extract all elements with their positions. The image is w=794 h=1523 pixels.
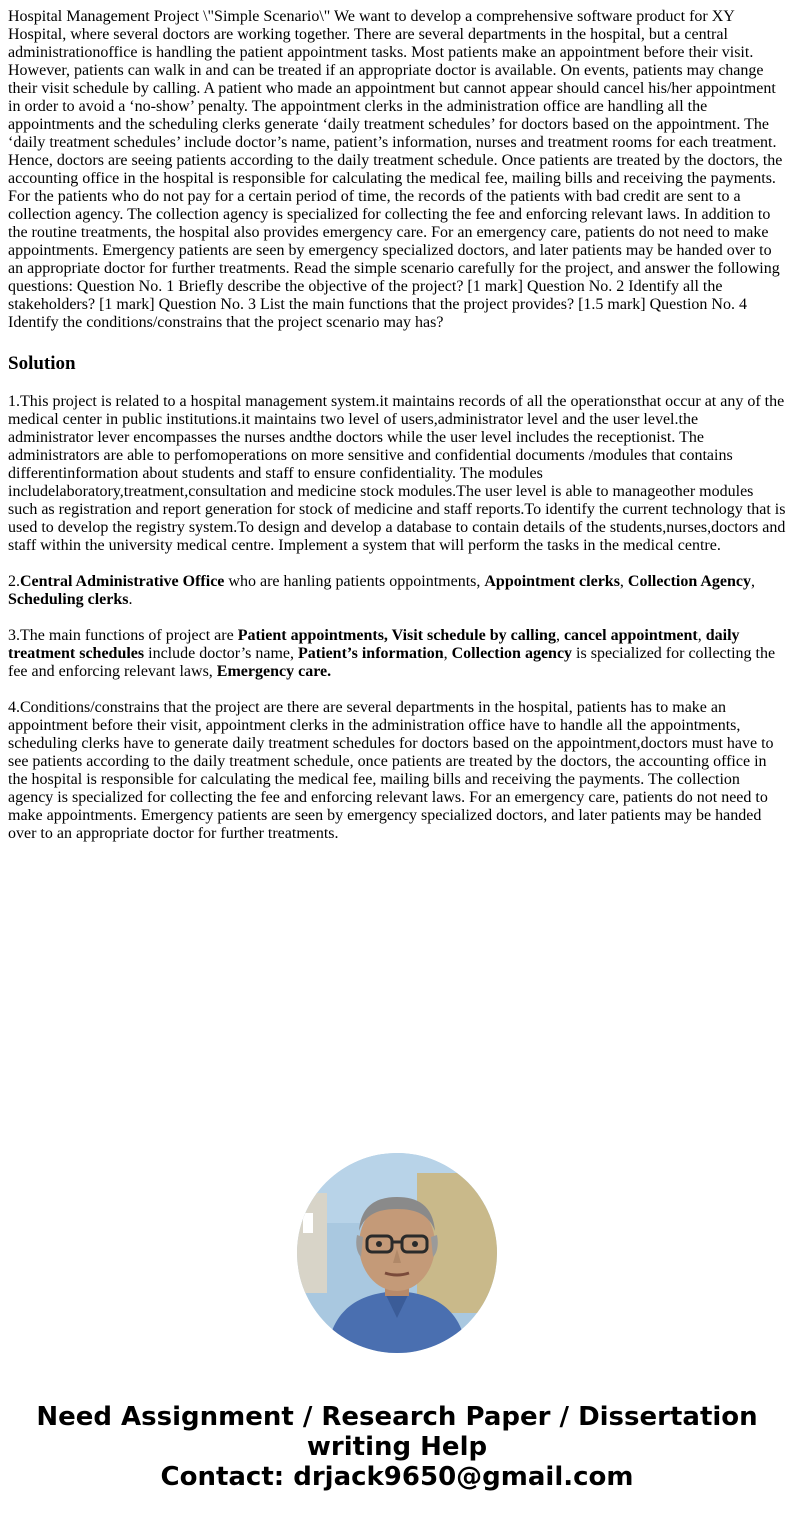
answer-1: 1.This project is related to a hospital management system.it maintains records of all the operationsthat occur at any of the medical center in public institutions.it maintains two level of users,administrator level and the user level.the administrator lever encompasses the nurses andthe doctors while the user level includes the receptionist. The administrators are able to perfomoperations on more sensitive and confidential documents /modules that contains differentinformation about students and staff to ensure confidentiality. The modules includelaboratory,treatment,consultation and medicine stock modules.The user level is able to manageother modules such as registration and report generation for stock of medicine and staff reports.To identify the current technology that is used to develop the registry system.To design and develop a database to contain details of the students,nurses,doctors and staff within the university medical centre. Implement a system that will perform the tasks in the medical centre. bbox=[8, 393, 786, 554]
document-body bbox=[8, 8, 786, 843]
footer-line-1: Need Assignment / Research Paper / Dissertation bbox=[36, 1402, 758, 1432]
answer-4: 4.Conditions/constrains that the project are there are several departments in the hospital, patients has to make an appointment before their visit, appointment clerks in the administration office have to handle all the appointments, scheduling clerks have to generate daily treatment schedules for doctors based on the appointment,doctors must have to see patients according to the daily treatment schedule, once patients are treated by the doctors, the accounting office in the hospital is responsible for calculating the medical fee, mailing bills and receiving the payments. The collection agency is specialized for collecting the fee and enforcing relevant laws. For an emergency care, patients do not need to make appointments. Emergency patients are seen by emergency specialized doctors, and later patients may be handed over to an appropriate doctor for further treatments. bbox=[8, 699, 774, 842]
question-text: Hospital Management Project \"Simple Scenario\" We want to develop a comprehensive software product for XY Hospital, where several doctors are working together. There are several departments in the hospital, but a central administrationoffice is handling the patient appointment tasks. Most patients make an appointment before their visit. However, patients can walk in and can be treated if an appropriate doctor is available. On events, patients may change their visit schedule by calling. A patient who made an appointment but cannot appear should cancel his/her appointment in order to avoid a ‘no-show’ penalty. The appointment clerks in the administration office are handling all the appointments and the scheduling clerks generate ‘daily treatment schedules’ for doctors based on the appointment. The ‘daily treatment schedules’ include doctor’s name, patient’s information, nurses and treatment rooms for each treatment. Hence, doctors are seeing patients according to the daily treatment schedule. Once patients are treated by the doctors, the accounting office in the hospital is responsible for calculating the medical fee, mailing bills and receiving the payments. For the patients who do not pay for a certain period of time, the records of the patients with bad credit are sent to a collection agency. The collection agency is specialized for collecting the fee and enforcing relevant laws. In addition to the routine treatments, the hospital also provides emergency care. For an emergency care, patients do not need to make appointments. Emergency patients are seen by emergency specialized doctors, and later patients may be handed over to an appropriate doctor for further treatments. Read the simple scenario carefully for the project, and answer the following questions: Question No. 1 Briefly describe the objective of the project? [1 mark] Question No. 2 Identify all the stakeholders? [1 mark] Question No. 3 List the main functions that the project provides? [1.5 mark] Question No. 4 Identify the conditions/constrains that the project scenario may has? bbox=[8, 8, 783, 331]
footer-line-2: writing Help bbox=[306, 1432, 488, 1462]
footer-contact-email: Contact: drjack9650@gmail.com bbox=[160, 1462, 634, 1492]
author-avatar bbox=[297, 1153, 497, 1353]
answer-3: 3.The main functions of project are Patient appointments, Visit schedule by calling, cancel appointment, daily treatment schedules include doctor’s name, Patient’s information, Collection agency is specialized for collecting the fee and enforcing relevant laws, Emergency care. bbox=[8, 627, 776, 680]
answer-2: 2.Central Administrative Office who are hanling patients oppointments, Appointment clerks, Collection Agency, Scheduling clerks. bbox=[8, 573, 756, 608]
footer-contact bbox=[0, 1402, 794, 1492]
solution-heading: Solution bbox=[8, 353, 76, 374]
author-portrait-icon bbox=[297, 1153, 497, 1353]
